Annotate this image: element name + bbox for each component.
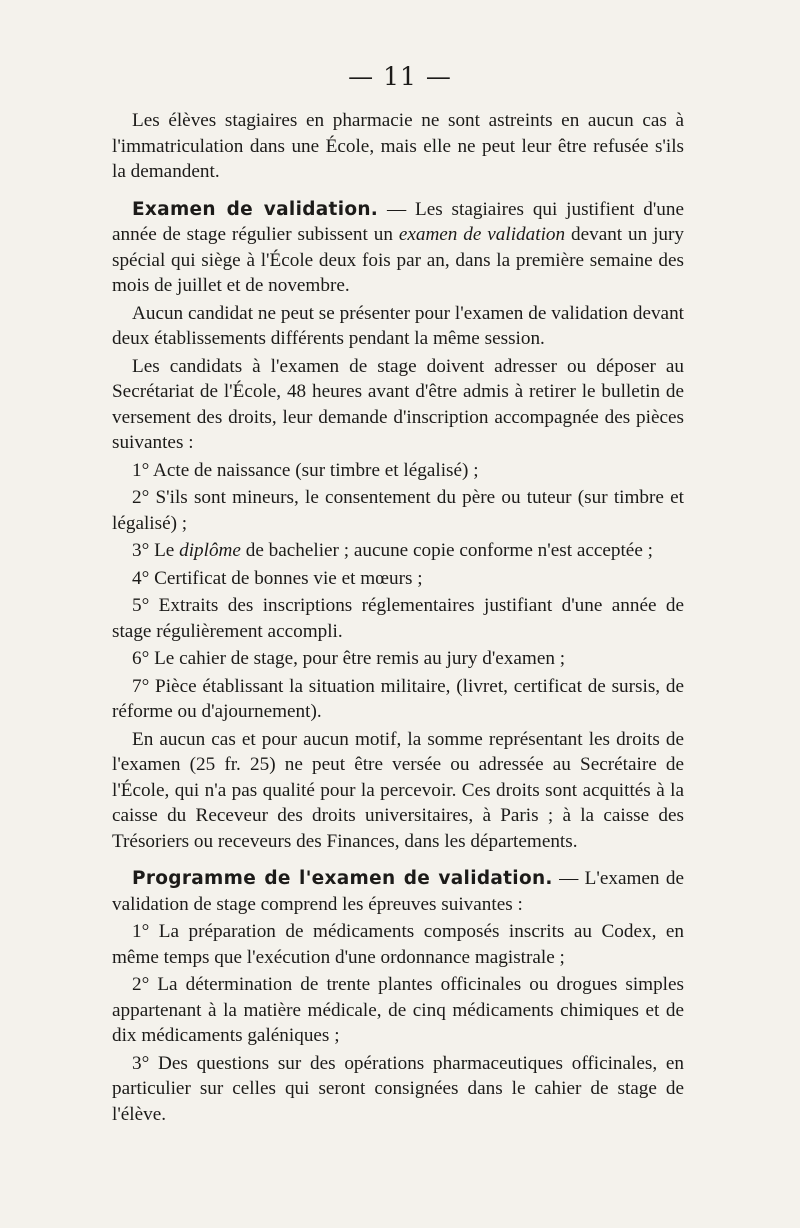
list-item-text: de bachelier ; aucune copie conforme n'est acceptée ; [240,540,653,561]
emphasis-text: examen de validation [398,224,566,245]
list-item: 3° Des questions sur des opérations pharmaceutiques officinales, en particulier sur celles qui seront consignées dans le cahier de stage de l'élève. [112,1052,684,1125]
list-item: 2° S'ils sont mineurs, le consentement du père ou tuteur (sur timbre et légalisé) ; [112,487,684,534]
paragraph-candidat: Aucun candidat ne peut se présenter pour l'examen de validation devant deux établissements différents pendant la même session. [112,302,684,349]
list-item-text: 3° Le [132,540,180,561]
list-item [112,538,684,564]
section-text: — Les stagiaires qui justifient d'une année de stage régulier subissent un [112,198,684,245]
paragraph-droits: En aucun cas et pour aucun motif, la somme représentant les droits de l'examen (25 fr. 25) ne peut être versée ou adressée au Secrétaire de l'École, qui n'a pas qualité pour la percevoir. Ces droits sont acquittés à la caisse du Receveur des droits universitaires, à Paris ; à la caisse des Trésoriers ou receveurs des Finances, dans les départements. [112,728,684,852]
list-item: 7° Pièce établissant la situation militaire, (livret, certificat de sursis, de réforme ou d'ajournement). [112,675,684,722]
list-item: 1° Acte de naissance (sur timbre et légalisé) ; [132,459,479,481]
list-item: 2° La détermination de trente plantes officinales ou drogues simples appartenant à la matière médicale, de cinq médicaments chimiques et de dix médicaments galéniques ; [112,974,684,1046]
section-text: devant un jury spécial qui siège à l'École deux fois par an, dans la première semaine des mois de juillet et de novembre. [112,224,685,296]
list-item: 4° Certificat de bonnes vie et mœurs ; [132,567,423,589]
section-title-validation: Examen de validation. [132,198,379,220]
paragraph-candidats: Les candidats à l'examen de stage doivent adresser ou déposer au Secrétariat de l'École, 48 heures avant d'être admis à retirer le bulletin de versement des droits, leur demande d'inscription accompagnée des pièces suivantes : [112,355,684,453]
body-text [112,108,684,1127]
list-item: 5° Extraits des inscriptions réglementaires justifiant d'une année de stage régulièrement accompli. [112,595,684,642]
page-number: — 11 — [348,62,452,91]
section-examen-de-validation [112,197,684,299]
emphasis-text: diplôme [179,540,241,561]
section-title-programme: Programme de l'examen de validation. [132,868,553,889]
paragraph-intro: Les élèves stagiaires en pharmacie ne sont astreints en aucun cas à l'immatriculation dans une École, mais elle ne peut leur être refusée s'ils la demandent. [112,110,684,182]
list-item: 6° Le cahier de stage, pour être remis au jury d'examen ; [132,648,566,669]
list-item: 1° La préparation de médicaments composés inscrits au Codex, en même temps que l'exécution d'une ordonnance magistrale ; [112,921,684,968]
section-programme [112,866,684,917]
section-text: — L'examen de validation de stage comprend les épreuves suivantes : [112,868,684,915]
